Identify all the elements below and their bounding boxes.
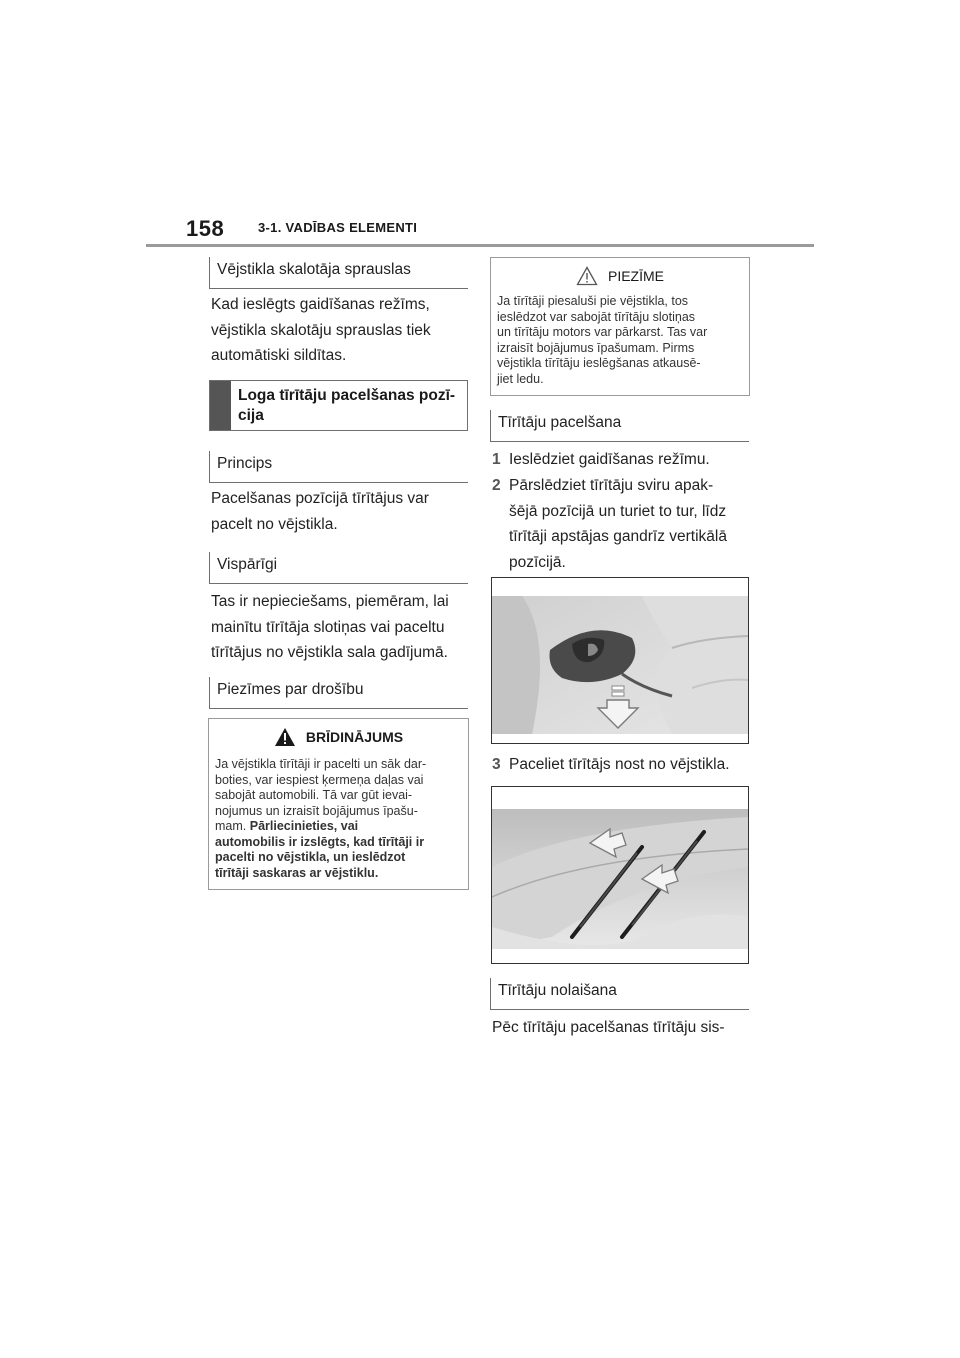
text-line: cija xyxy=(238,407,264,424)
subheading-general: Vispārīgi xyxy=(209,552,468,584)
text-line: tīrītāji apstājas gandrīz vertikālā xyxy=(509,528,727,545)
page-number: 158 xyxy=(186,216,225,241)
note-box xyxy=(490,257,750,396)
step-text xyxy=(509,473,727,575)
figure-wiper-lever xyxy=(491,577,749,744)
paragraph-general xyxy=(211,589,473,666)
step-1 xyxy=(492,447,762,473)
text-line: Pārslēdziet tīrītāju sviru apak- xyxy=(509,477,714,494)
note-title: PIEZĪME xyxy=(607,268,664,284)
text-line: vējstikla skalotāju sprauslas tiek xyxy=(211,321,431,339)
paragraph-lowering: Pēc tīrītāju pacelšanas tīrītāju sis- xyxy=(492,1019,725,1036)
heading-bar xyxy=(210,381,231,430)
text-line: tīrītājus no vējstikla sala gadījumā. xyxy=(211,644,448,661)
warning-box xyxy=(208,718,469,890)
subheading-lowering-wipers: Tīrītāju nolaišana xyxy=(490,978,749,1010)
step-number: 1 xyxy=(492,451,501,468)
step-2 xyxy=(492,473,762,575)
text-line: mainītu tīrītāja slotiņas vai paceltu xyxy=(211,618,445,636)
note-body xyxy=(497,294,743,387)
text-line: un tīrītāju motors var pārkarst. Tas var xyxy=(497,325,708,339)
text-line: Pacelšanas pozīcijā tīrītājus var xyxy=(211,490,429,507)
paragraph-principle xyxy=(211,486,471,537)
text-line: vējstikla tīrītāju ieslēgšanas atkausē- xyxy=(497,356,701,370)
caution-triangle-icon xyxy=(576,266,598,286)
warning-body xyxy=(215,757,462,881)
text-line: sabojāt automobili. Tā var gūt ievai- xyxy=(215,788,413,802)
header-rule xyxy=(146,244,814,247)
warning-title: BRĪDINĀJUMS xyxy=(305,729,404,745)
bold-span: Pārliecinieties, vai xyxy=(249,819,359,833)
text-line: jiet ledu. xyxy=(497,371,544,386)
text-line: automobilis ir izslēgts, kad tīrītāji ir xyxy=(215,834,425,849)
text-line: nojumus un izraisīt bojājumus īpašu- xyxy=(215,803,418,818)
text-line: pacelti no vējstikla, un ieslēdzot xyxy=(215,850,406,864)
text-line: Kad ieslēgts gaidīšanas režīms, xyxy=(211,296,430,313)
subheading-washer-nozzles: Vējstikla skalotāja sprauslas xyxy=(209,257,468,289)
text-span: mam. xyxy=(215,819,250,833)
step-number: 3 xyxy=(492,756,501,773)
section-title: 3-1. VADĪBAS ELEMENTI xyxy=(258,220,418,235)
wiper-lever-illustration xyxy=(492,578,748,743)
text-line: Loga tīrītāju pacelšanas pozī- xyxy=(238,387,456,404)
text-line: šējā pozīcijā un turiet to tur, līdz xyxy=(509,502,727,520)
text-line: pozīcijā. xyxy=(509,553,566,571)
step-text xyxy=(509,752,730,778)
text-line: Ieslēdziet gaidīšanas režīmu. xyxy=(509,451,710,468)
step-text xyxy=(509,447,710,473)
text-line: Ja tīrītāji piesaluši pie vējstikla, tos xyxy=(497,294,689,308)
figure-lifted-wipers xyxy=(491,786,749,964)
paragraph-nozzles xyxy=(211,292,471,369)
text-line: boties, var iespiest ķermeņa daļas vai xyxy=(215,772,424,787)
text-line: ieslēdzot var sabojāt tīrītāju slotiņas xyxy=(497,309,696,324)
warning-triangle-icon xyxy=(274,727,296,747)
subheading-safety-notes: Piezīmes par drošību xyxy=(209,677,468,709)
text-line: izraisīt bojājumus īpašumam. Pirms xyxy=(497,340,695,355)
heading-text xyxy=(231,381,462,430)
step-number: 2 xyxy=(492,477,501,494)
warning-header xyxy=(209,727,468,747)
text-line: Tas ir nepieciešams, piemēram, lai xyxy=(211,593,449,610)
section-heading-lift-position xyxy=(209,380,468,431)
step-3 xyxy=(492,752,762,778)
note-header xyxy=(491,266,749,286)
text-line xyxy=(215,819,462,835)
lifted-wipers-illustration xyxy=(492,787,748,963)
text-line: tīrītāji saskaras ar vējstiklu. xyxy=(215,865,379,880)
subheading-principle: Princips xyxy=(209,451,468,483)
subheading-lifting-wipers: Tīrītāju pacelšana xyxy=(490,410,749,442)
text-line: automātiski sildītas. xyxy=(211,347,347,364)
text-line: Ja vējstikla tīrītāji ir pacelti un sāk dar- xyxy=(215,757,427,771)
text-line: Paceliet tīrītājs nost no vējstikla. xyxy=(509,756,730,773)
text-line: pacelt no vējstikla. xyxy=(211,515,338,533)
